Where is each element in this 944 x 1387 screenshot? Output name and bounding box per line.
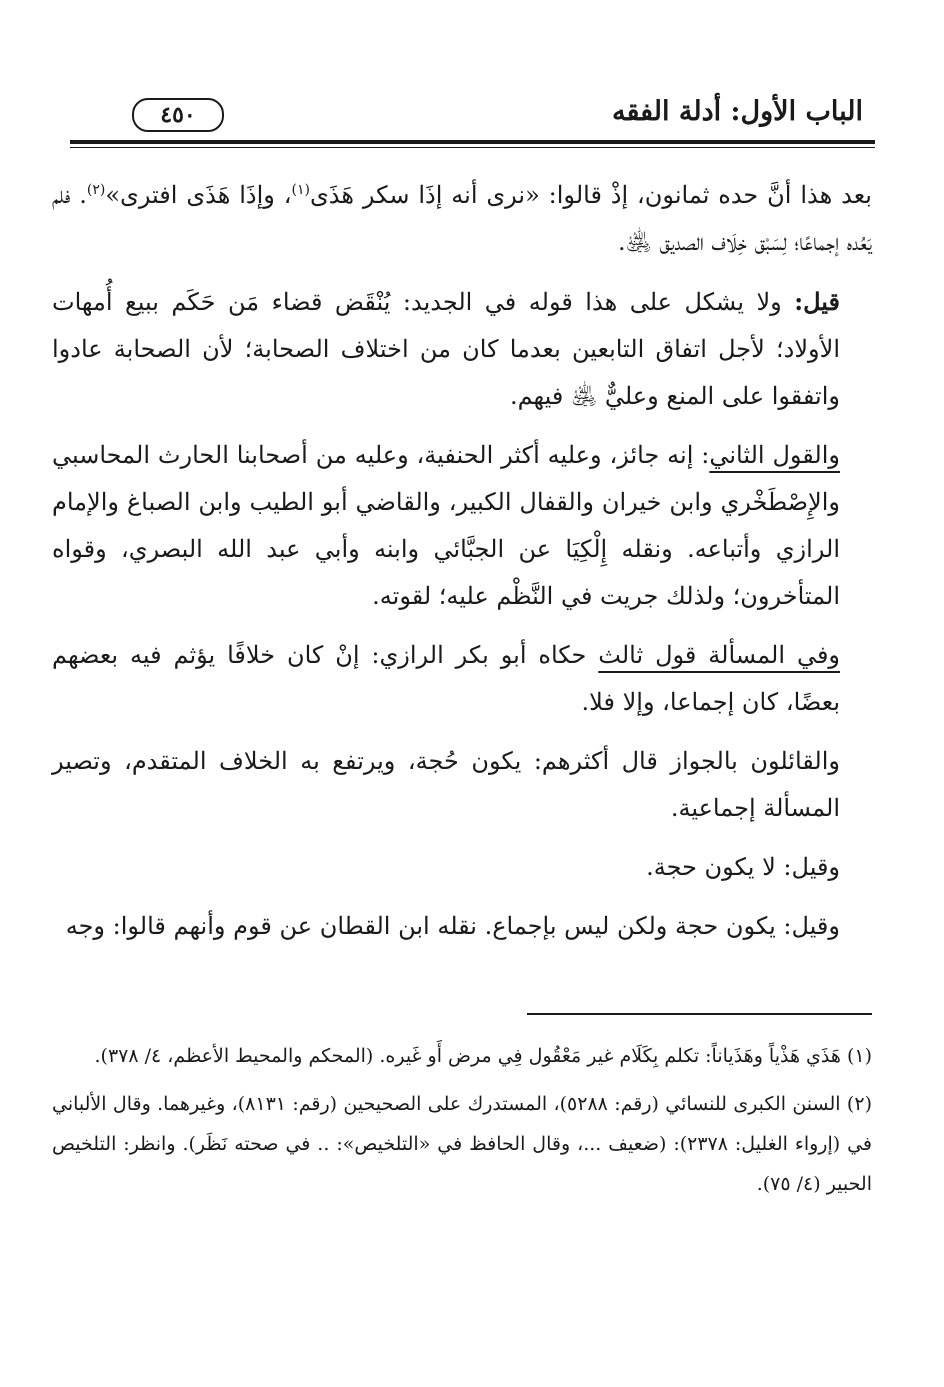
paragraph-1-text-c: . فلم يَعُده إجماعًا؛ لِسَبْق خِلَاف الصديق ﵁.: [52, 181, 872, 256]
chapter-title: الباب الأول: أدلة الفقه: [612, 96, 863, 127]
main-text: [52, 172, 872, 962]
footnote-1-text: هَذَي هَذْياً وهَذَياناً: تكلم بِكَلَام غير مَعْقُول فِي مرض أَو غَيره. (المحكم والمحيط الأعظم، ٤/ ٣٧٨).: [94, 1045, 841, 1067]
footnote-2-text: السنن الكبرى للنسائي (رقم: ٥٢٨٨)، المستدرك على الصحيحين (رقم: ٨١٣١)، وغيرهما. وقال الألباني في (إرواء الغليل: ٢٣٧٨): (ضعيف ...، وقال الحافظ في «التلخيص»: .. في صحته نَظَر). وانظر: التلخيص الحبير (٤/ ٧٥).: [52, 1093, 872, 1195]
header-rule-thin: [70, 147, 875, 148]
footnote-2: [52, 1084, 872, 1204]
footnote-1: [52, 1036, 872, 1076]
footnote-2-marker: (٢): [846, 1093, 872, 1115]
footnote-separator: [527, 1013, 872, 1015]
paragraph-4: [52, 632, 872, 726]
paragraph-6: وقيل: لا يكون حجة.: [646, 853, 840, 881]
paragraph-5: والقائلون بالجواز قال أكثرهم: يكون حُجة، ويرتفع به الخلاف المتقدم، وتصير المسألة إجماعية.: [52, 747, 840, 822]
paragraph-3-text: : إنه جائز، وعليه أكثر الحنفية، وعليه من أصحابنا الحارث المحاسبي والإِصْطَخْري وابن خيران والقفال الكبير، والقاضي أبو الطيب وابن الصباغ والإمام الرازي وأتباعه. ونقله إِلْكِيَا عن الجبَّائي وابنه وأبي عبد الله البصري، وقواه المتأخرون؛ ولذلك جريت في النَّظْم عليه؛ لقوته.: [52, 441, 840, 610]
footnotes: [52, 1036, 872, 1212]
paragraph-1: [52, 172, 872, 266]
paragraph-1-text-a: بعد هذا أنَّ حده ثمانون، إذْ قالوا: «نرى أنه إذَا سكر هَذَى: [309, 181, 872, 209]
page-header: [70, 92, 875, 140]
paragraph-2-text: ولا يشكل على هذا قوله في الجديد: يُنْقَض قضاء مَن حَكَم ببيع أُمهات الأولاد؛ لأجل اتفاق التابعين بعدما كان من اختلاف الصحابة؛ لأن الصحابة عادوا واتفقوا على المنع وعليٌّ ﵁ فيهم.: [52, 288, 840, 410]
footnote-ref-1: (١): [291, 182, 310, 198]
paragraph-1-text-b: ، وإذَا هَذَى افترى»: [105, 181, 292, 209]
paragraph-2: [52, 278, 872, 420]
paragraph-2-lead: قيل:: [794, 287, 840, 316]
paragraph-4-text: حكاه أبو بكر الرازي: إنْ كان خلافًا يؤثم فيه بعضهم بعضًا، كان إجماعا، وإلا فلا.: [52, 641, 840, 716]
page-number-badge: ٤٥٠: [132, 98, 224, 132]
paragraph-4-lead: وفي المسألة قول ثالث: [598, 641, 841, 669]
paragraph-3: [52, 432, 872, 620]
header-rule-thick: [70, 140, 875, 144]
footnote-ref-2: (٢): [86, 182, 106, 198]
paragraph-3-lead: والقول الثاني: [709, 441, 840, 469]
paragraph-7: وقيل: يكون حجة ولكن ليس بإجماع. نقله ابن القطان عن قوم وأنهم قالوا: وجه: [65, 912, 840, 940]
footnote-1-marker: (١): [846, 1045, 872, 1067]
